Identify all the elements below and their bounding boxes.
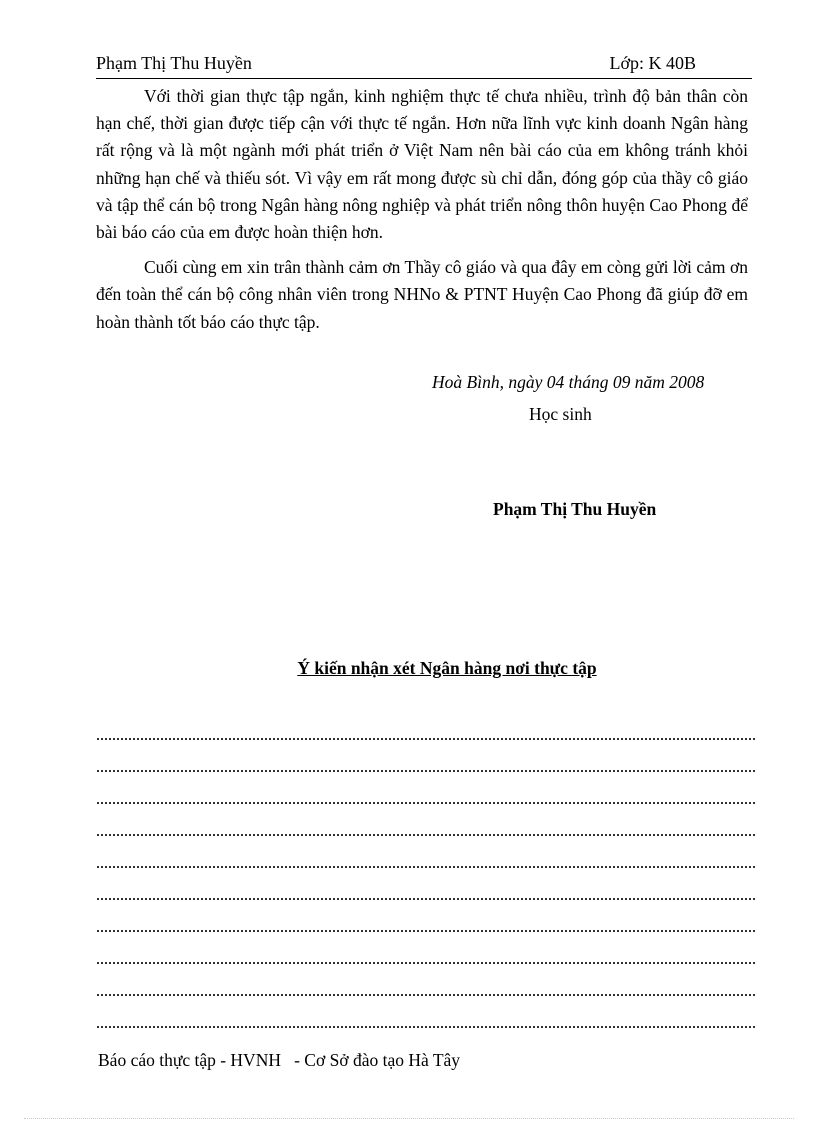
signature-name: Phạm Thị Thu Huyền (493, 499, 657, 519)
comment-blank-line (97, 950, 755, 964)
body-text (96, 83, 748, 344)
signature-role: Học sinh (529, 404, 592, 424)
paragraph: Cuối cùng em xin trân thành cảm ơn Thầy cô giáo và qua đây em còng gửi lời cảm ơn đến toàn thể cán bộ công nhân viên trong NHNo & PTNT Huyện Cao Phong đã giúp đỡ em hoàn thành tốt báo cáo thực tập. (96, 257, 748, 332)
header-class: Lớp: K 40B (609, 53, 696, 73)
comment-blank-line (97, 822, 755, 836)
page-header (96, 52, 752, 79)
paragraph: Với thời gian thực tập ngắn, kinh nghiệm thực tế chưa nhiều, trình độ bản thân còn hạn chế, thời gian được tiếp cận với thực tế ngắn. Hơn nữa lĩnh vực kinh doanh Ngân hàng rất rộng và là một ngành mới phát triển ở Việt Nam nên bài cáo của em không tránh khỏi những hạn chế và thiếu sót. Vì vậy em rất mong được sù chỉ dẫn, đóng góp của thầy cô giáo và tập thể cán bộ trong Ngân hàng nông nghiệp và phát triển nông thôn huyện Cao Phong để bài báo cáo của em được hoàn thiện hơn. (96, 86, 748, 243)
page-edge-divider (24, 1118, 794, 1119)
comment-blank-line (97, 886, 755, 900)
comment-blank-line (97, 758, 755, 772)
comment-blank-lines (97, 726, 755, 1046)
header-author: Phạm Thị Thu Huyền (96, 53, 252, 73)
comment-blank-line (97, 790, 755, 804)
comment-blank-line (97, 918, 755, 932)
signature-date: Hoà Bình, ngày 04 tháng 09 năm 2008 (432, 372, 705, 392)
page-footer: Báo cáo thực tập - HVNH - Cơ Sở đào tạo Hà Tây (98, 1050, 461, 1070)
comment-blank-line (97, 1014, 755, 1028)
comment-blank-line (97, 982, 755, 996)
comment-blank-line (97, 854, 755, 868)
comment-section-title: Ý kiến nhận xét Ngân hàng nơi thực tập (297, 658, 597, 678)
comment-blank-line (97, 726, 755, 740)
